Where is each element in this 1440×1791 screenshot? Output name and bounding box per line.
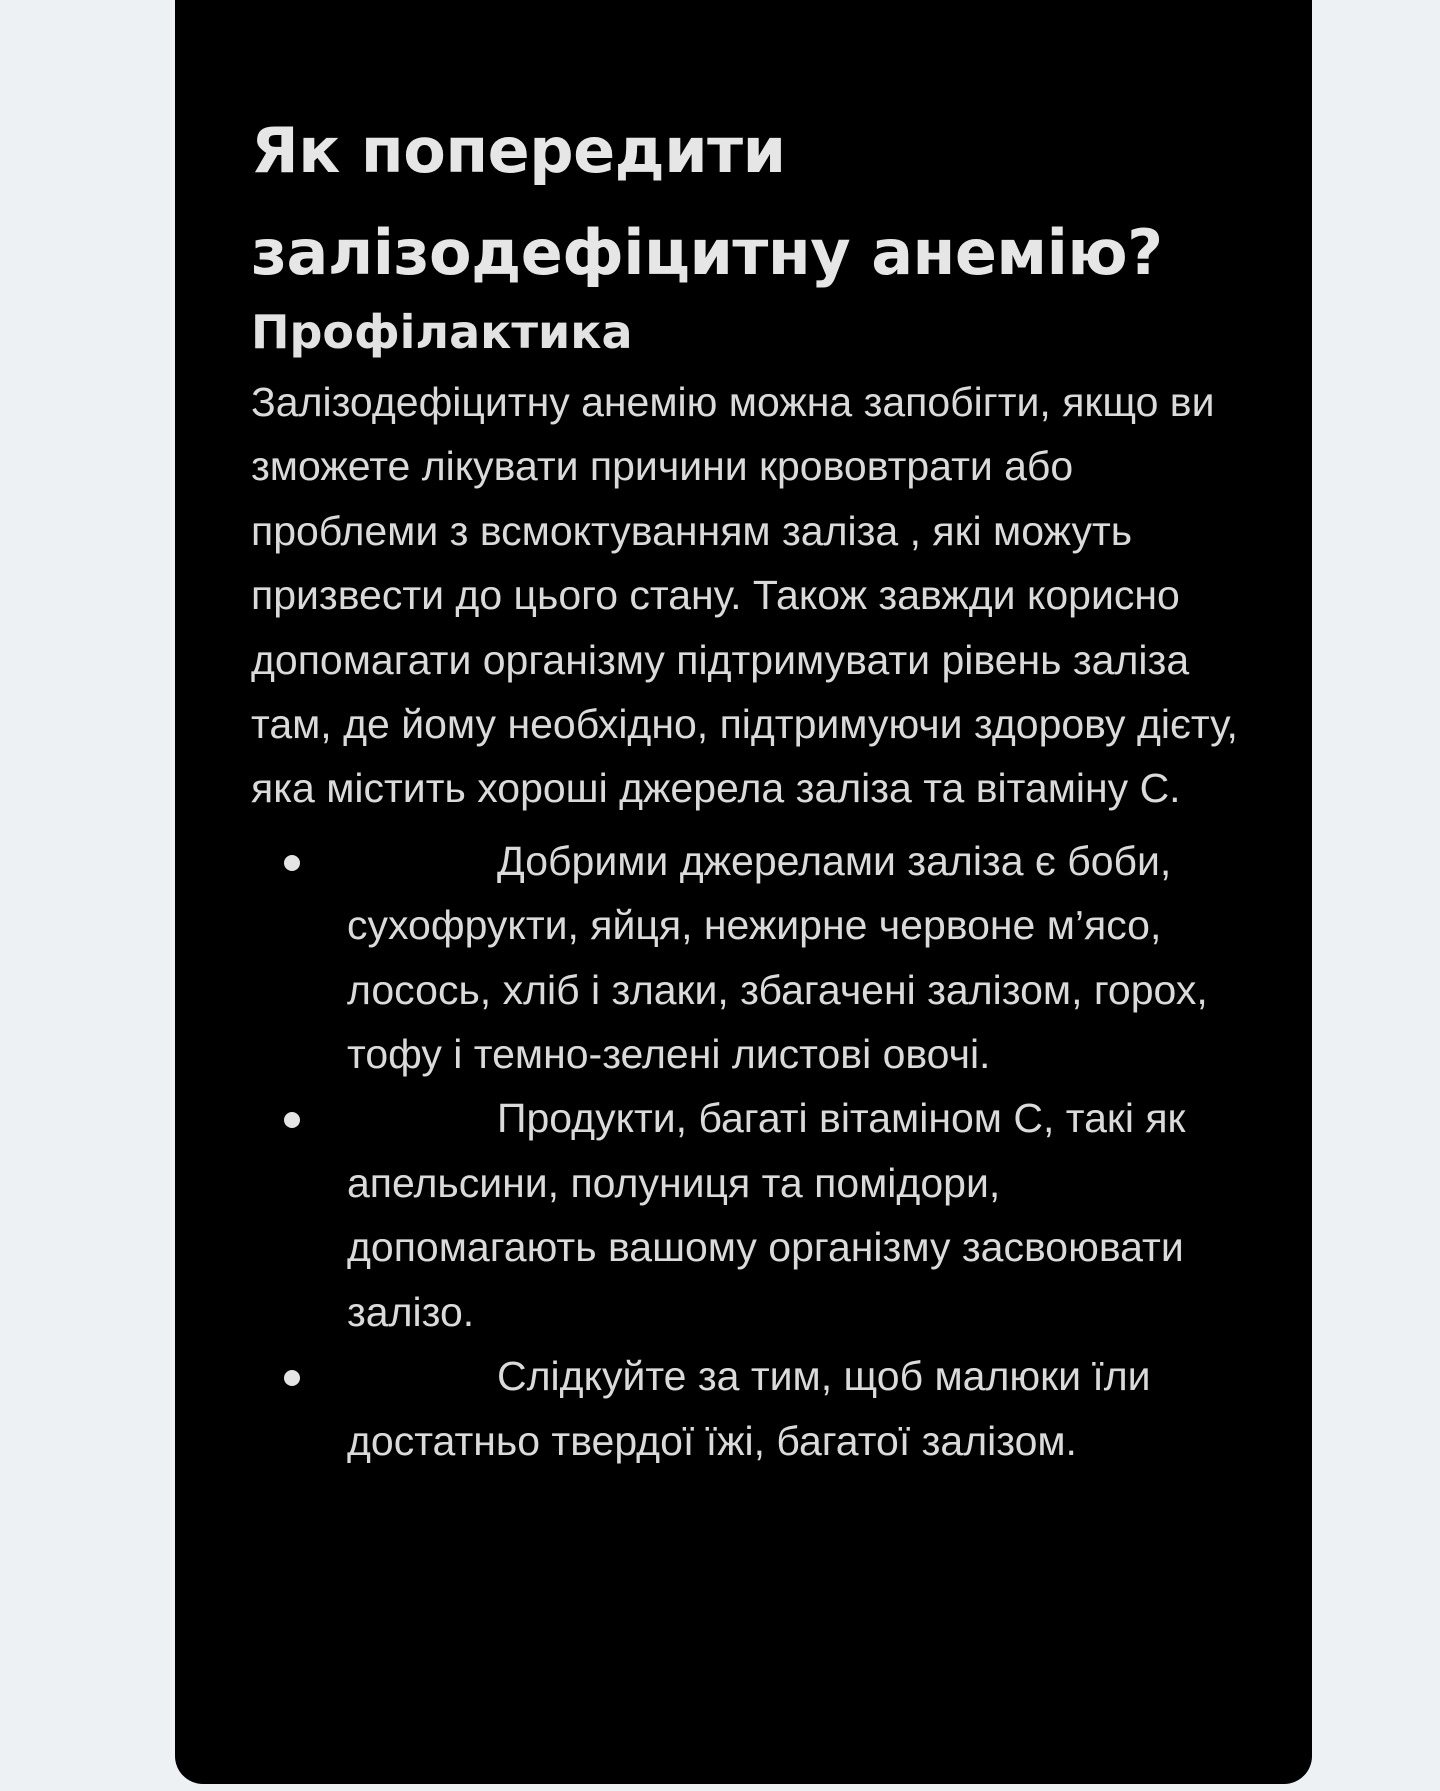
list-item-text: Добрими джерелами заліза є боби, сухофрукти, яйця, нежирне червоне м’ясо, лосось, хліб і злаки, збагачені залізом, горох, тофу і темно-зелені листові овочі.: [347, 837, 1208, 1078]
list-item: [251, 829, 1227, 1087]
bullet-list: [251, 829, 1252, 1473]
card-subtitle: Профілактика: [251, 305, 633, 359]
list-item: [251, 1344, 1227, 1473]
bullet-dot-icon: [284, 855, 300, 871]
card-paragraph: Залізодефіцитну анемію можна запобігти, якщо ви зможете лікувати причини крововтрати або проблеми з всмоктуванням заліза , які можуть призвести до цього стану. Також завжди корисно допомагати організму підтримувати рівень заліза там, де йому необхідно, підтримуючи здорову дієту, яка містить хороші джерела заліза та вітаміну С.: [251, 379, 1238, 812]
list-item-text: Слідкуйте за тим, щоб малюки їли достатньо твердої їжі, багатої залізом.: [347, 1353, 1151, 1464]
card-title: Як попередити залізодефіцитну анемію?: [251, 114, 1163, 289]
list-item-text: Продукти, багаті вітаміном С, такі як апельсини, полуниця та помідори, допомагають вашому організму засвоювати залізо.: [347, 1095, 1186, 1335]
bullet-dot-icon: [284, 1370, 300, 1386]
content-card: [175, 0, 1312, 1784]
bullet-dot-icon: [284, 1112, 300, 1128]
list-item: [251, 1086, 1227, 1344]
